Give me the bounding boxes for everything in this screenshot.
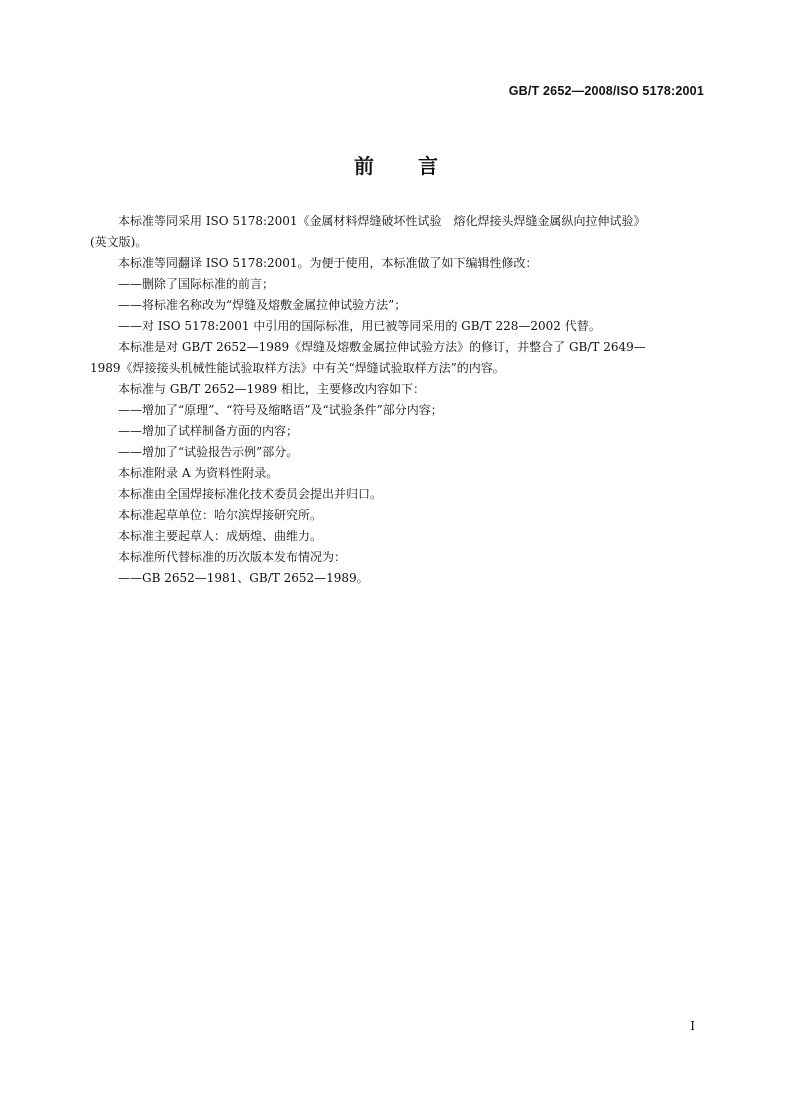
page-number: I [690, 1019, 695, 1033]
list-item: ——增加了“原理”、“符号及缩略语”及“试验条件”部分内容； [118, 403, 443, 417]
list-item: ——将标准名称改为“焊缝及熔敷金属拉伸试验方法”； [118, 298, 407, 312]
paragraph-revision-line2: 1989《焊接接头机械性能试验取样方法》中有关“焊缝试验取样方法”的内容。 [90, 361, 505, 375]
paragraph-adoption-line2: (英文版)。 [90, 235, 148, 249]
paragraph-revision-line1: 本标准是对 GB/T 2652—1989《焊缝及熔敷金属拉伸试验方法》的修订，并整合了 GB/T 2649— [118, 340, 646, 354]
list-item: ——增加了“试验报告示例”部分。 [118, 445, 299, 459]
list-item: ——增加了试样制备方面的内容； [118, 424, 299, 438]
page-title: 前言 [354, 154, 482, 178]
list-item: ——GB 2652—1981、GB/T 2652—1989。 [118, 571, 369, 585]
paragraph-history: 本标准所代替标准的历次版本发布情况为： [118, 550, 347, 564]
standard-code: GB/T 2652—2008/ISO 5178:2001 [508, 84, 704, 98]
paragraph-translation: 本标准等同翻译 ISO 5178:2001。为便于使用，本标准做了如下编辑性修改： [118, 256, 538, 270]
paragraph-committee: 本标准由全国焊接标准化技术委员会提出并归口。 [118, 487, 383, 501]
paragraph-changes: 本标准与 GB/T 2652—1989 相比，主要修改内容如下： [118, 382, 425, 396]
paragraph-drafters: 本标准主要起草人：成炳煌、曲维力。 [118, 529, 323, 543]
paragraph-adoption-line1: 本标准等同采用 ISO 5178:2001《金属材料焊缝破坏性试验 熔化焊接头焊缝金属纵向拉伸试验》 [118, 214, 646, 228]
foreword-body [90, 211, 706, 589]
list-item: ——对 ISO 5178:2001 中引用的国际标准，用已被等同采用的 GB/T 228—2002 代替。 [118, 319, 601, 333]
paragraph-drafting-unit: 本标准起草单位：哈尔滨焊接研究所。 [118, 508, 323, 522]
list-item: ——删除了国际标准的前言； [118, 277, 275, 291]
paragraph-annex: 本标准附录 A 为资料性附录。 [118, 466, 279, 480]
